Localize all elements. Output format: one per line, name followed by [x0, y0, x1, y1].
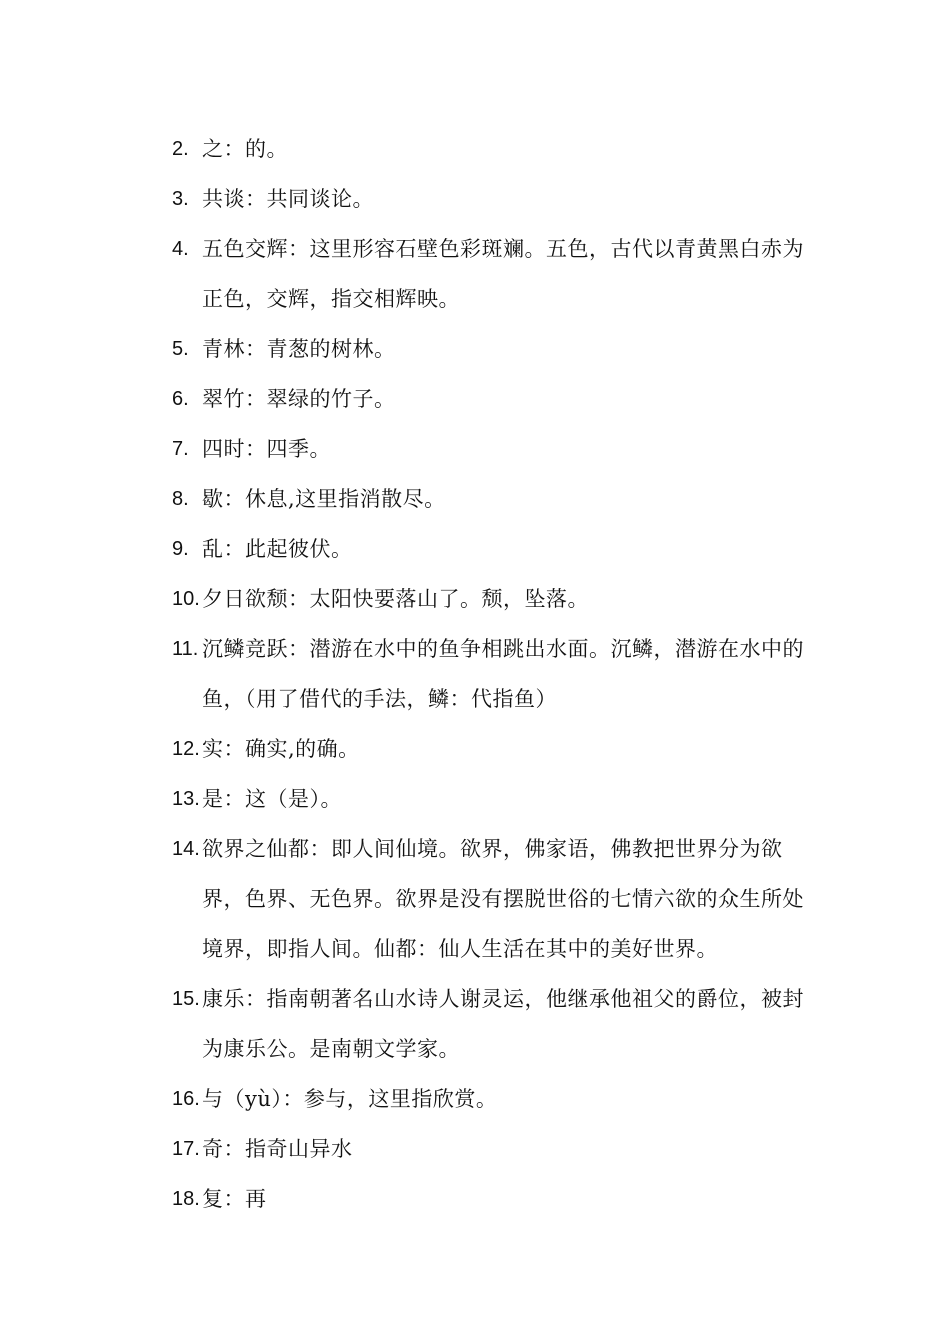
note-text: 是：这（是）。: [202, 787, 342, 811]
note-text: 青林：青葱的树林。: [202, 337, 396, 361]
note-text: 歇：休息,这里指消散尽。: [202, 487, 446, 511]
note-text: 与（yù）：参与，这里指欣赏。: [202, 1087, 498, 1111]
note-item: [172, 424, 812, 474]
note-item: [172, 474, 812, 524]
note-item: [172, 1124, 812, 1174]
note-text: 共谈：共同谈论。: [202, 187, 374, 211]
note-item: [172, 974, 812, 1074]
note-number: 16.: [172, 1088, 200, 1110]
note-number: 10.: [172, 588, 200, 610]
note-text: 康乐：指南朝著名山水诗人谢灵运，他继承他祖父的爵位，被封为康乐公。是南朝文学家。: [202, 987, 804, 1061]
note-text: 之：的。: [202, 137, 288, 161]
note-number: 2.: [172, 138, 189, 160]
note-item: [172, 124, 812, 174]
note-number: 18.: [172, 1188, 200, 1210]
note-text: 奇：指奇山异水: [202, 1137, 353, 1161]
note-item: [172, 324, 812, 374]
note-item: [172, 374, 812, 424]
note-item: [172, 1174, 812, 1224]
note-number: 9.: [172, 538, 189, 560]
note-item: [172, 774, 812, 824]
note-item: [172, 1074, 812, 1124]
note-item: [172, 574, 812, 624]
note-number: 7.: [172, 438, 189, 460]
note-item: [172, 824, 812, 974]
note-number: 8.: [172, 488, 189, 510]
note-number: 12.: [172, 738, 200, 760]
note-number: 6.: [172, 388, 189, 410]
note-text: 夕日欲颓：太阳快要落山了。颓，坠落。: [202, 587, 589, 611]
note-number: 5.: [172, 338, 189, 360]
note-text: 翠竹：翠绿的竹子。: [202, 387, 396, 411]
note-number: 17.: [172, 1138, 200, 1160]
note-text: 乱：此起彼伏。: [202, 537, 353, 561]
note-text: 五色交辉：这里形容石壁色彩斑斓。五色，古代以青黄黑白赤为正色，交辉，指交相辉映。: [202, 237, 804, 311]
annotation-list: [172, 124, 812, 1224]
note-item: [172, 624, 812, 724]
note-number: 15.: [172, 988, 200, 1010]
note-number: 11.: [172, 638, 199, 660]
note-item: [172, 224, 812, 324]
note-item: [172, 724, 812, 774]
note-text: 欲界之仙都：即人间仙境。欲界，佛家语，佛教把世界分为欲界，色界、无色界。欲界是没有摆脱世俗的七情六欲的众生所处境界，即指人间。仙都：仙人生活在其中的美好世界。: [202, 837, 804, 961]
note-item: [172, 524, 812, 574]
note-number: 13.: [172, 788, 200, 810]
note-number: 3.: [172, 188, 189, 210]
note-text: 实：确实,的确。: [202, 737, 360, 761]
note-number: 14.: [172, 838, 200, 860]
note-text: 复：再: [202, 1187, 267, 1211]
note-text: 四时：四季。: [202, 437, 331, 461]
note-item: [172, 174, 812, 224]
note-text: 沉鳞竞跃：潜游在水中的鱼争相跳出水面。沉鳞，潜游在水中的鱼，（用了借代的手法，鳞：代指鱼）: [202, 637, 804, 711]
note-number: 4.: [172, 238, 189, 260]
